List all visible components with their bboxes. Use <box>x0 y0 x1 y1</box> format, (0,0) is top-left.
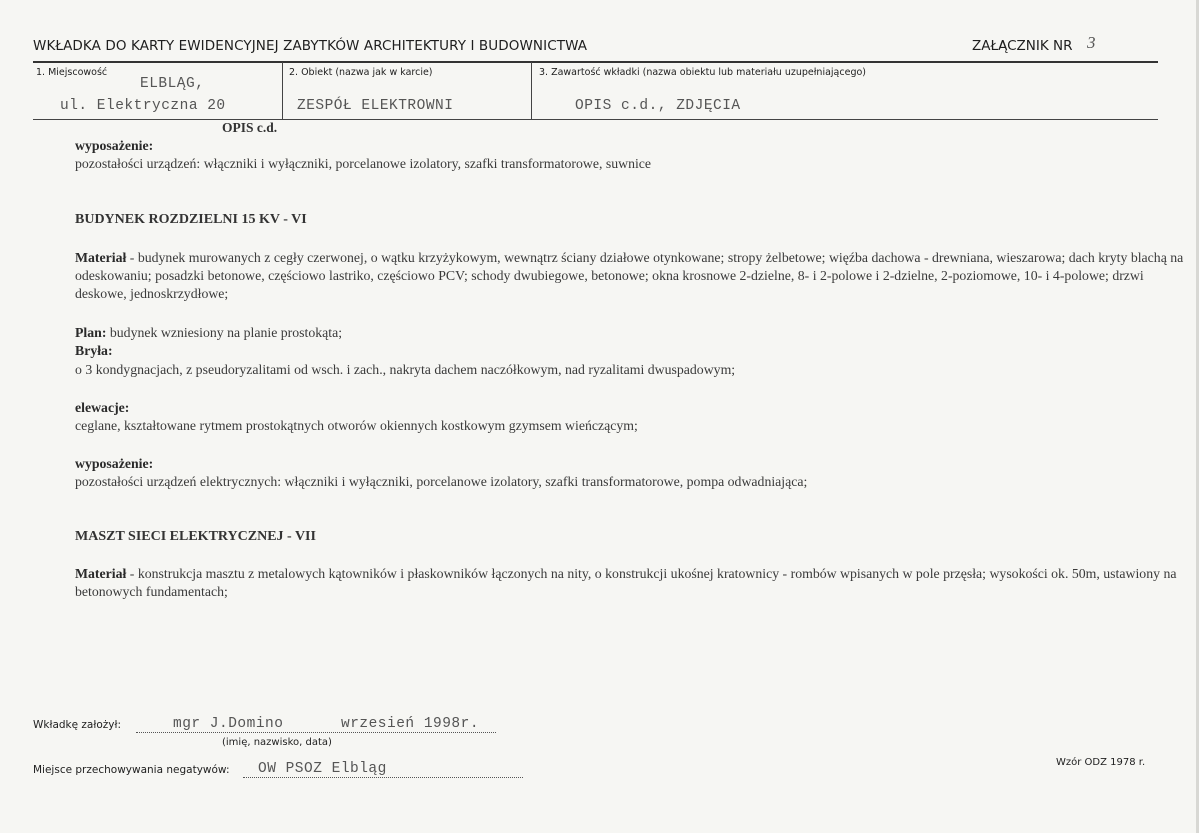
elevations-label: elewacje: <box>75 400 130 415</box>
negatives-label: Miejsce przechowywania negatywów: <box>33 764 230 776</box>
locality-value-line1: ELBLĄG, <box>140 76 205 92</box>
created-by-name: mgr J.Domino <box>173 716 284 732</box>
equipment-text-1: pozostałości urządzeń: włączniki i wyłączniki, porcelanowe izolatory, szafki transformatorowe, suwnice <box>75 156 652 171</box>
created-by-dotline <box>136 732 496 733</box>
form-template-note: Wzór ODZ 1978 r. <box>1056 757 1146 768</box>
form-title: WKŁADKA DO KARTY EWIDENCYJNEJ ZABYTKÓW ARCHITEKTURY I BUDOWNICTWA <box>33 38 588 54</box>
material-label-1: Materiał <box>75 250 127 265</box>
field-divider-1 <box>282 62 283 119</box>
equipment-text-2: pozostałości urządzeń elektrycznych: włączniki i wyłączniki, porcelanowe izolatory, szafki transformatorowe, pompa odwadniająca; <box>75 474 808 489</box>
mass-text: o 3 kondygnacjach, z pseudoryzalitami od wsch. i zach., nakryta dachem naczółkowym, nad ryzalitami dwuspadowym; <box>75 362 736 377</box>
negatives-value: OW PSOZ Elbląg <box>258 761 387 777</box>
material-paragraph-1 <box>75 249 1185 303</box>
material-text-2: - konstrukcja masztu z metalowych kątowników i płaskowników łączonych na nity, o konstrukcji ukośnej kratownicy - rombów wpisanych w pole przęsła; wysokości ok. 50m, ustawiony na betonowych fundamentach; <box>75 566 1177 599</box>
plan-text: budynek wzniesiony na planie prostokąta; <box>106 325 343 340</box>
attachment-label: ZAŁĄCZNIK NR <box>972 38 1073 54</box>
locality-value-line2: ul. Elektryczna 20 <box>60 98 226 114</box>
section-title-mast: MASZT SIECI ELEKTRYCZNEJ - VII <box>75 529 316 544</box>
object-label: 2. Obiekt (nazwa jak w karcie) <box>289 67 433 78</box>
description-heading: OPIS c.d. <box>222 120 278 135</box>
material-paragraph-2 <box>75 565 1185 601</box>
contents-label: 3. Zawartość wkładki (nazwa obiektu lub materiału uzupełniającego) <box>539 67 866 78</box>
equipment-label-1: wyposażenie: <box>75 138 154 153</box>
plan-line <box>75 325 342 341</box>
mass-label: Bryła: <box>75 343 113 358</box>
section-title-switchgear: BUDYNEK ROZDZIELNI 15 KV - VI <box>75 212 307 227</box>
object-value: ZESPÓŁ ELEKTROWNI <box>297 98 454 114</box>
equipment-label-2: wyposażenie: <box>75 456 154 471</box>
attachment-number: 3 <box>1087 33 1096 52</box>
material-text-1: - budynek murowanych z cegły czerwonej, o wątku krzyżykowym, wewnątrz ściany działowe otynkowane; stropy żelbetowe; więźba dachowa - drewniana, wieszarowa; dach kryty blachą na odeskowaniu; posadzki betonowe, częściowo lastriko, częściowo PCV; schody dwubiegowe, betonowe; okna krosnowe 2-dzielne, 8- i 2-polowe i 2-dzielne, 2-poziomowe, 10- i 4-polowe; drzwi deskowe, jednoskrzydłowe; <box>75 250 1184 301</box>
created-by-date: wrzesień 1998r. <box>341 716 480 732</box>
created-by-label: Wkładkę założył: <box>33 719 122 731</box>
header-rule <box>33 61 1158 63</box>
created-by-hint: (imię, nazwisko, data) <box>222 737 332 748</box>
material-label-2: Materiał <box>75 566 127 581</box>
contents-value: OPIS c.d., ZDJĘCIA <box>575 98 741 114</box>
negatives-dotline <box>243 777 523 778</box>
plan-label: Plan: <box>75 325 107 340</box>
fields-rule <box>33 119 1158 120</box>
locality-label: 1. Miejscowość <box>36 67 108 78</box>
field-divider-2 <box>531 62 532 119</box>
elevations-text: ceglane, kształtowane rytmem prostokątnych otworów okiennych kostkowym gzymsem wieńczącym; <box>75 418 638 433</box>
